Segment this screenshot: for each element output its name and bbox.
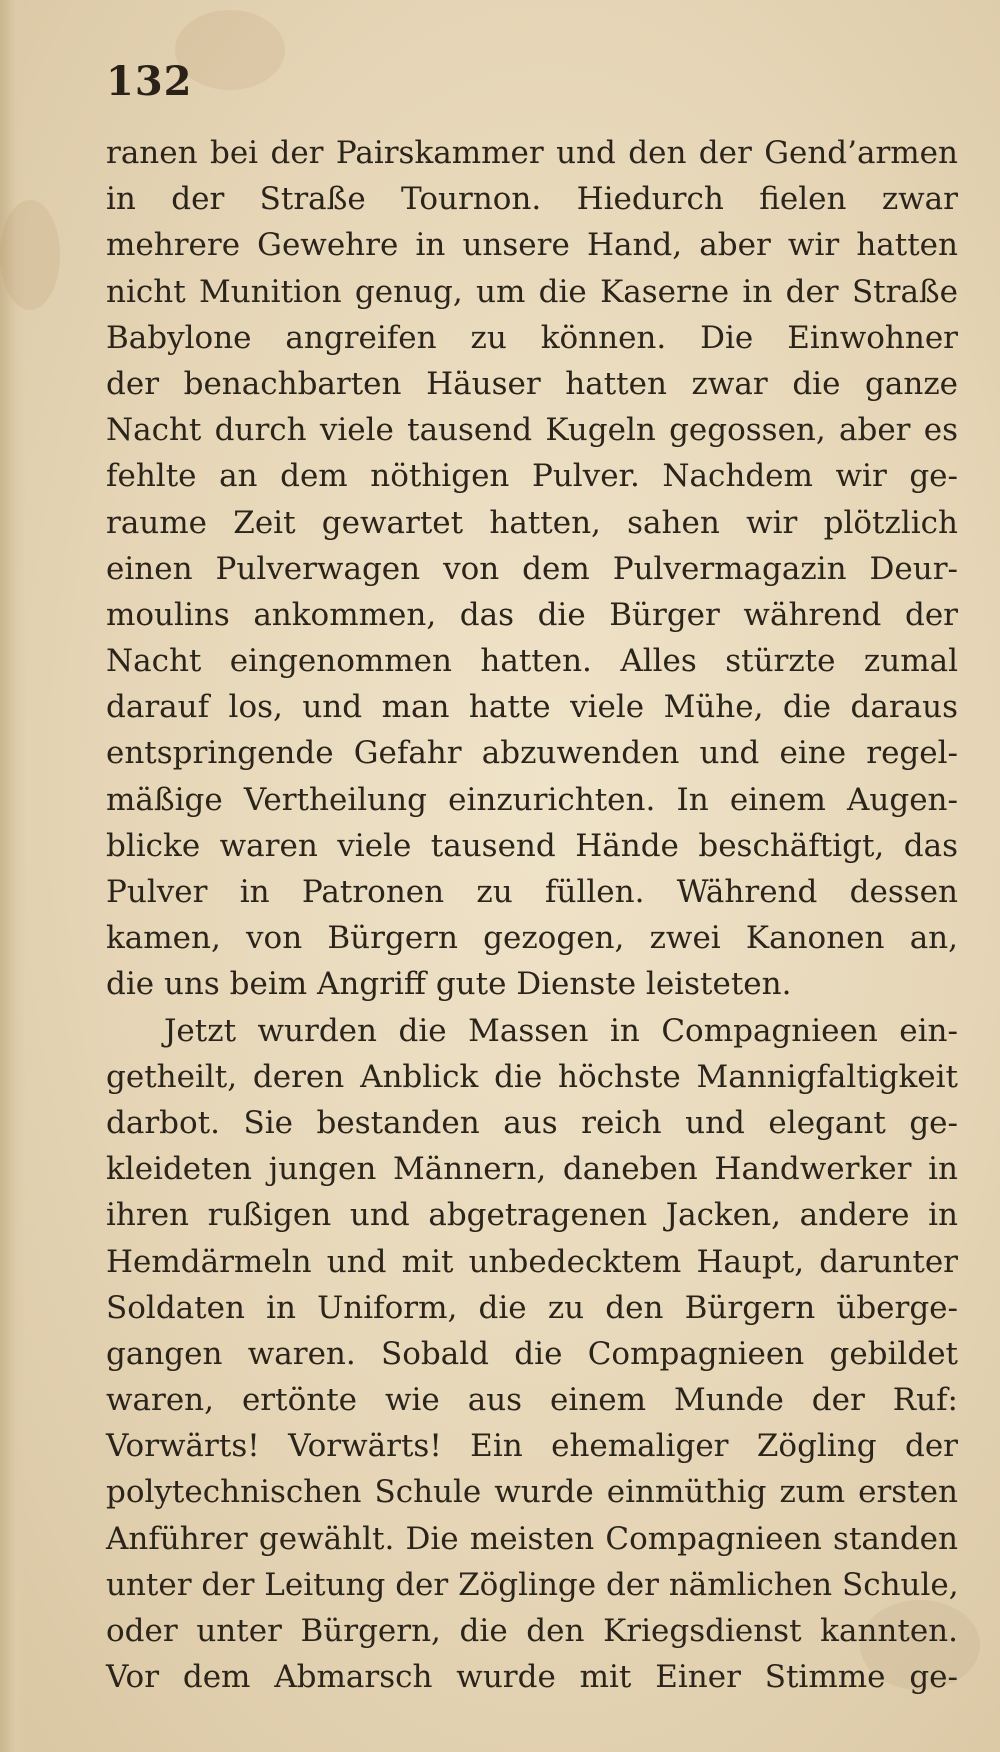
text-line: entspringende Gefahr abzuwenden und eine regel- bbox=[106, 735, 958, 772]
text-line-paragraph-end: die uns beim Angriff gute Dienste leisteten. bbox=[106, 966, 792, 1003]
text-line: Vorwärts! Vorwärts! Ein ehemaliger Zögling der bbox=[106, 1428, 958, 1465]
text-line: raume Zeit gewartet hatten, sahen wir plötzlich bbox=[106, 504, 958, 541]
text-line: moulins ankommen, das die Bürger während der bbox=[106, 596, 958, 633]
text-line: darauf los, und man hatte viele Mühe, die daraus bbox=[106, 689, 958, 726]
text-line: Anführer gewählt. Die meisten Compagnieen standen bbox=[106, 1520, 958, 1557]
text-line: der benachbarten Häuser hatten zwar die ganze bbox=[106, 365, 958, 402]
text-line: gangen waren. Sobald die Compagnieen gebildet bbox=[106, 1335, 958, 1372]
text-line: oder unter Bürgern, die den Kriegsdienst kannten. bbox=[106, 1613, 958, 1649]
text-line: mäßige Vertheilung einzurichten. In einem Augen- bbox=[106, 781, 958, 818]
text-line: Nacht durch viele tausend Kugeln gegossen, aber es bbox=[106, 412, 958, 449]
text-line: in der Straße Tournon. Hiedurch fielen zwar bbox=[106, 181, 958, 218]
text-line: Nacht eingenommen hatten. Alles stürzte zumal bbox=[106, 643, 958, 680]
text-line: polytechnischen Schule wurde einmüthig zum ersten bbox=[106, 1474, 958, 1511]
text-line: mehrere Gewehre in unsere Hand, aber wir hatten bbox=[106, 227, 958, 264]
text-line: unter der Leitung der Zöglinge der nämlichen Schule, bbox=[106, 1566, 959, 1603]
body-text bbox=[106, 130, 958, 1700]
text-line: darbot. Sie bestanden aus reich und elegant ge- bbox=[106, 1104, 958, 1141]
text-line: einen Pulverwagen von dem Pulvermagazin Deur- bbox=[106, 550, 958, 587]
text-line: getheilt, deren Anblick die höchste Mannigfaltigkeit bbox=[106, 1058, 958, 1095]
page-number: 132 bbox=[106, 58, 193, 105]
text-line: blicke waren viele tausend Hände beschäftigt, das bbox=[106, 827, 958, 864]
text-line: Pulver in Patronen zu füllen. Während dessen bbox=[106, 874, 958, 910]
text-line: Babylone angreifen zu können. Die Einwohner bbox=[106, 319, 958, 356]
text-line: fehlte an dem nöthigen Pulver. Nachdem wir ge- bbox=[106, 458, 958, 495]
text-line: nicht Munition genug, um die Kaserne in der Straße bbox=[106, 273, 958, 310]
text-line: ranen bei der Pairskammer und den der Gend’armen bbox=[106, 135, 958, 171]
text-line: ihren rußigen und abgetragenen Jacken, andere in bbox=[106, 1197, 958, 1234]
text-line: waren, ertönte wie aus einem Munde der Ruf: bbox=[106, 1382, 958, 1419]
text-line-paragraph-start: Jetzt wurden die Massen in Compagnieen ein- bbox=[164, 1012, 958, 1049]
paper-stain bbox=[0, 200, 60, 310]
text-line: Vor dem Abmarsch wurde mit Einer Stimme ge- bbox=[106, 1659, 958, 1696]
text-line: Hemdärmeln und mit unbedecktem Haupt, darunter bbox=[106, 1243, 958, 1280]
text-line: kamen, von Bürgern gezogen, zwei Kanonen an, bbox=[106, 920, 958, 957]
text-line: Soldaten in Uniform, die zu den Bürgern überge- bbox=[106, 1289, 958, 1326]
text-line: kleideten jungen Männern, daneben Handwerker in bbox=[106, 1151, 958, 1188]
